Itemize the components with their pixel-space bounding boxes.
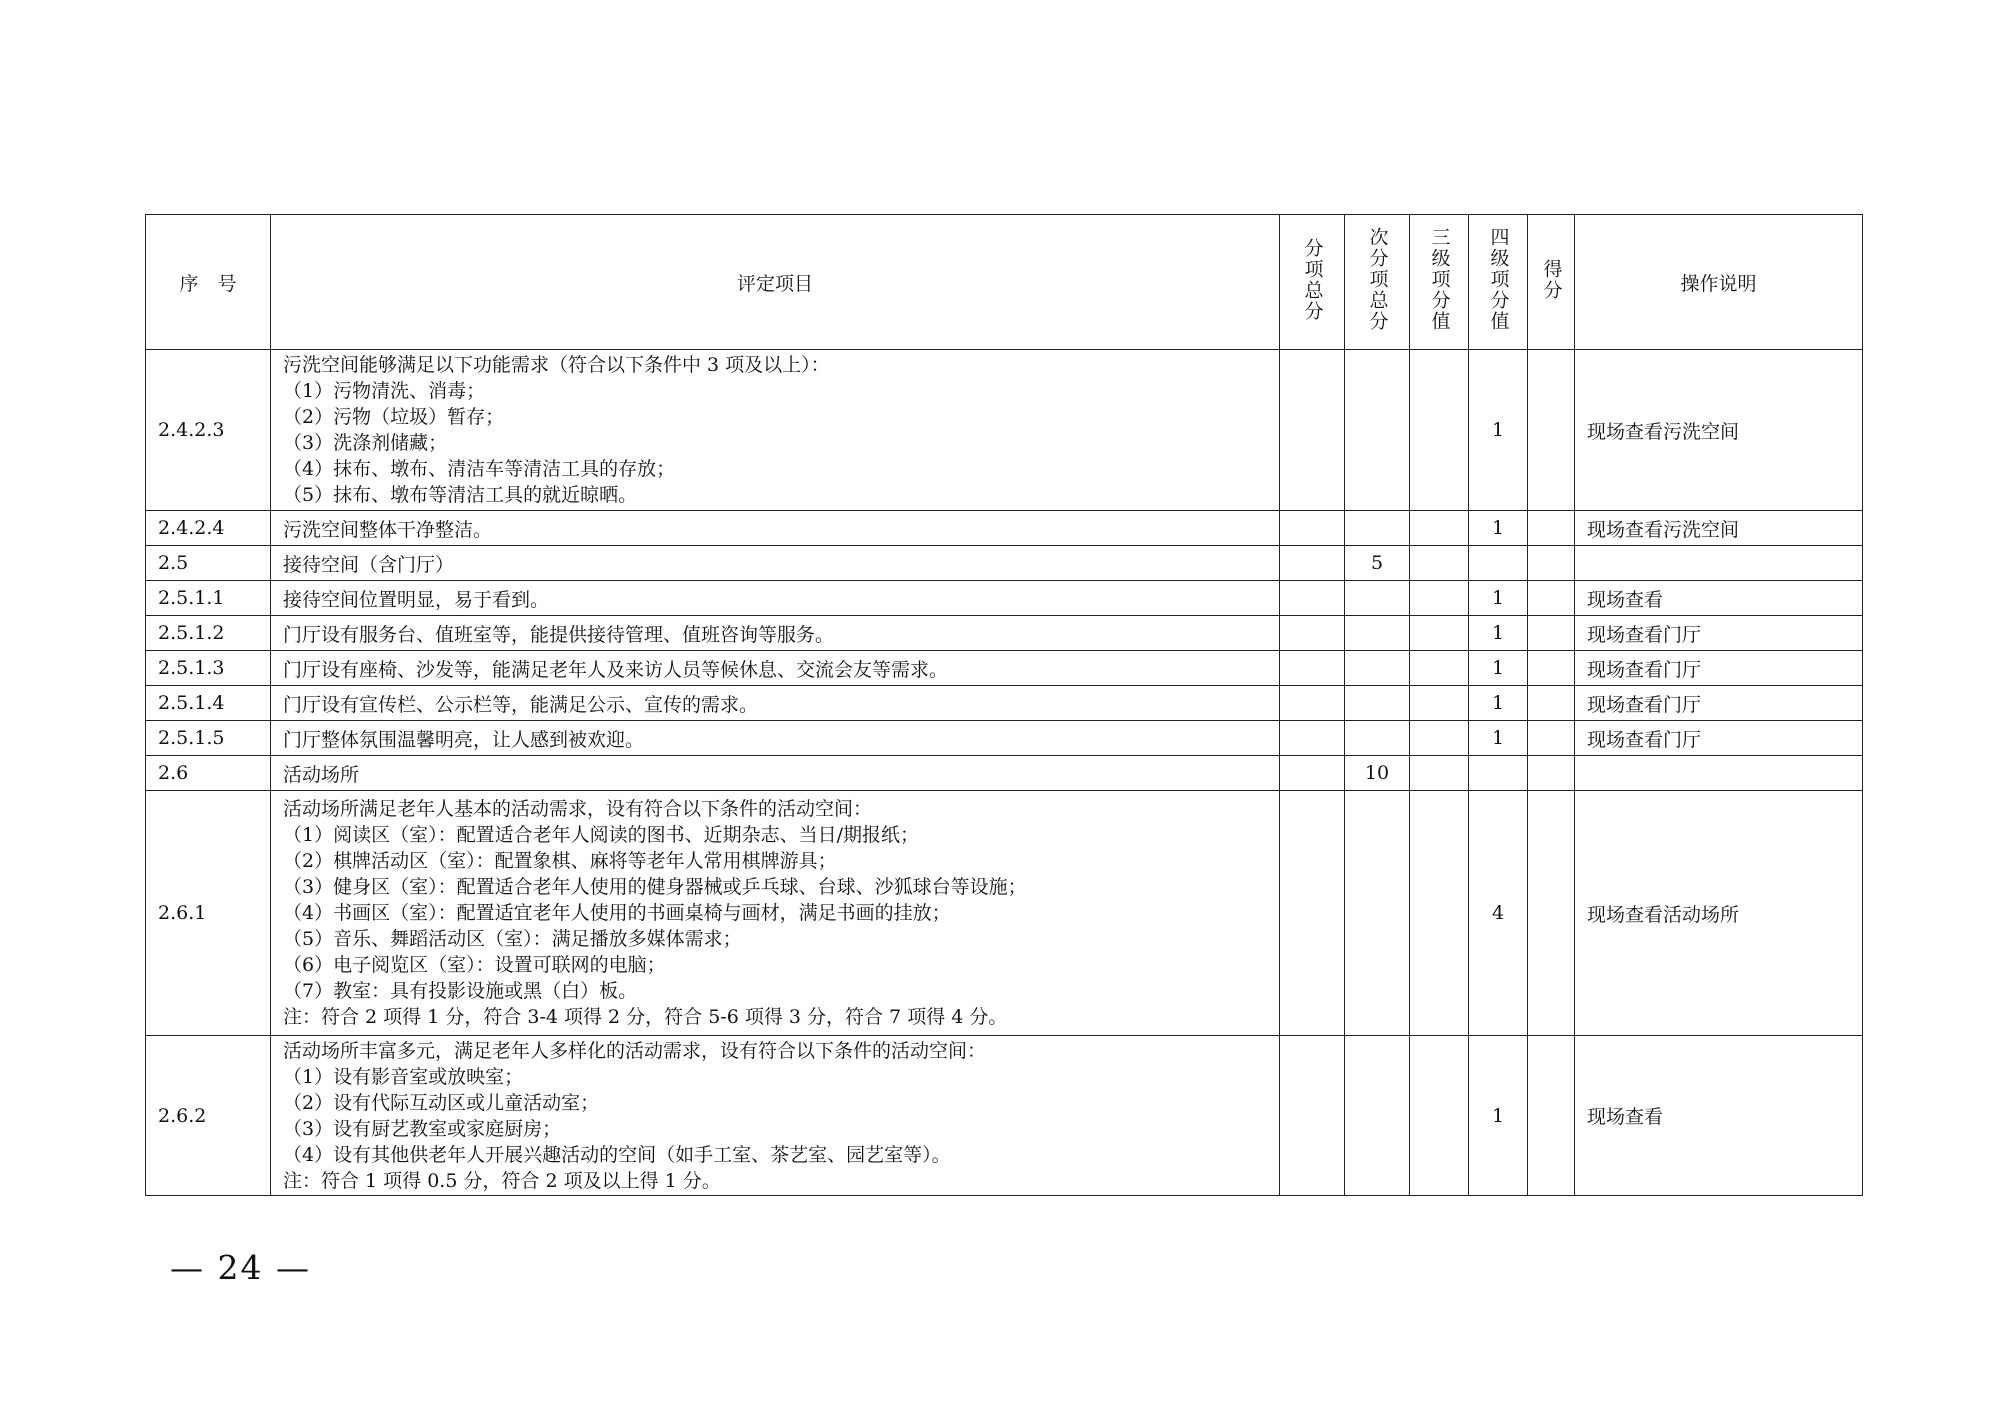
header-ci-fen: 次分项总分 bbox=[1345, 215, 1410, 350]
row-ci-fen bbox=[1345, 581, 1410, 616]
table-row bbox=[146, 511, 1863, 546]
row-op: 现场查看门厅 bbox=[1575, 616, 1863, 651]
row-fen-xiang bbox=[1280, 511, 1345, 546]
header-op: 操作说明 bbox=[1575, 215, 1863, 350]
row-de-fen bbox=[1528, 721, 1575, 756]
header-item: 评定项目 bbox=[271, 215, 1280, 350]
header-de-fen: 得分 bbox=[1528, 215, 1575, 350]
row-item: 门厅整体氛围温馨明亮，让人感到被欢迎。 bbox=[271, 721, 1280, 756]
row-code: 2.5.1.4 bbox=[146, 686, 271, 721]
row-code: 2.5.1.1 bbox=[146, 581, 271, 616]
row-si-ji: 1 bbox=[1469, 651, 1528, 686]
row-op: 现场查看门厅 bbox=[1575, 686, 1863, 721]
row-san-ji bbox=[1410, 350, 1469, 511]
row-code: 2.6.2 bbox=[146, 1036, 271, 1196]
page-number: — 24 — bbox=[170, 1248, 311, 1287]
row-si-ji: 1 bbox=[1469, 686, 1528, 721]
row-op: 现场查看 bbox=[1575, 581, 1863, 616]
section-row bbox=[146, 546, 1863, 581]
row-op bbox=[1575, 546, 1863, 581]
header-san-ji: 三级项分值 bbox=[1410, 215, 1469, 350]
row-ci-fen: 5 bbox=[1345, 546, 1410, 581]
row-ci-fen: 10 bbox=[1345, 756, 1410, 791]
table-row bbox=[146, 1036, 1863, 1196]
row-code: 2.6.1 bbox=[146, 791, 271, 1036]
row-code: 2.5.1.3 bbox=[146, 651, 271, 686]
row-item: 门厅设有宣传栏、公示栏等，能满足公示、宣传的需求。 bbox=[271, 686, 1280, 721]
row-si-ji: 1 bbox=[1469, 350, 1528, 511]
row-san-ji bbox=[1410, 581, 1469, 616]
table-row bbox=[146, 651, 1863, 686]
row-san-ji bbox=[1410, 616, 1469, 651]
header-si-ji: 四级项分值 bbox=[1469, 215, 1528, 350]
row-op: 现场查看活动场所 bbox=[1575, 791, 1863, 1036]
row-fen-xiang bbox=[1280, 651, 1345, 686]
row-de-fen bbox=[1528, 1036, 1575, 1196]
row-fen-xiang bbox=[1280, 616, 1345, 651]
row-de-fen bbox=[1528, 581, 1575, 616]
row-de-fen bbox=[1528, 686, 1575, 721]
row-item: 污洗空间整体干净整洁。 bbox=[271, 511, 1280, 546]
section-row bbox=[146, 756, 1863, 791]
row-si-ji: 1 bbox=[1469, 616, 1528, 651]
table-row bbox=[146, 581, 1863, 616]
row-ci-fen bbox=[1345, 350, 1410, 511]
row-op: 现场查看门厅 bbox=[1575, 721, 1863, 756]
header-row bbox=[146, 215, 1863, 350]
row-item: 接待空间位置明显，易于看到。 bbox=[271, 581, 1280, 616]
row-op: 现场查看 bbox=[1575, 1036, 1863, 1196]
row-san-ji bbox=[1410, 651, 1469, 686]
row-item: 门厅设有服务台、值班室等，能提供接待管理、值班咨询等服务。 bbox=[271, 616, 1280, 651]
row-fen-xiang bbox=[1280, 721, 1345, 756]
row-op: 现场查看污洗空间 bbox=[1575, 350, 1863, 511]
header-fen-xiang: 分项总分 bbox=[1280, 215, 1345, 350]
row-item: 活动场所 bbox=[271, 756, 1280, 791]
row-fen-xiang bbox=[1280, 350, 1345, 511]
row-si-ji: 1 bbox=[1469, 721, 1528, 756]
row-item: 污洗空间能够满足以下功能需求（符合以下条件中 3 项及以上）： （1）污物清洗、消毒； （2）污物（垃圾）暂存； （3）洗涤剂储藏； （4）抹布、墩布、清洁车等清洁工具的存放； （5）抹布、墩布等清洁工具的就近晾晒。 bbox=[271, 350, 1280, 511]
row-de-fen bbox=[1528, 546, 1575, 581]
row-fen-xiang bbox=[1280, 791, 1345, 1036]
evaluation-table bbox=[145, 214, 1863, 1196]
row-code: 2.5.1.2 bbox=[146, 616, 271, 651]
row-si-ji bbox=[1469, 756, 1528, 791]
table-row bbox=[146, 721, 1863, 756]
table-row bbox=[146, 791, 1863, 1036]
row-de-fen bbox=[1528, 651, 1575, 686]
row-san-ji bbox=[1410, 511, 1469, 546]
row-ci-fen bbox=[1345, 1036, 1410, 1196]
table-row bbox=[146, 616, 1863, 651]
row-san-ji bbox=[1410, 686, 1469, 721]
row-code: 2.5.1.5 bbox=[146, 721, 271, 756]
row-si-ji: 4 bbox=[1469, 791, 1528, 1036]
row-op: 现场查看门厅 bbox=[1575, 651, 1863, 686]
row-si-ji: 1 bbox=[1469, 1036, 1528, 1196]
row-item: 活动场所满足老年人基本的活动需求，设有符合以下条件的活动空间： （1）阅读区（室）：配置适合老年人阅读的图书、近期杂志、当日/期报纸； （2）棋牌活动区（室）：配置象棋、麻将等老年人常用棋牌游具； （3）健身区（室）：配置适合老年人使用的健身器械或乒乓球、台球、沙狐球台等设施； （4）书画区（室）：配置适宜老年人使用的书画桌椅与画材，满足书画的挂放； （5）音乐、舞蹈活动区（室）：满足播放多媒体需求； （6）电子阅览区（室）：设置可联网的电脑； （7）教室：具有投影设施或黑（白）板。 注：符合 2 项得 1 分，符合 3-4 项得 2 分，符合 5-6 项得 3 分，符合 7 项得 4 分。 bbox=[271, 791, 1280, 1036]
row-fen-xiang bbox=[1280, 756, 1345, 791]
table-row bbox=[146, 686, 1863, 721]
row-fen-xiang bbox=[1280, 546, 1345, 581]
row-de-fen bbox=[1528, 756, 1575, 791]
row-fen-xiang bbox=[1280, 686, 1345, 721]
row-san-ji bbox=[1410, 791, 1469, 1036]
row-san-ji bbox=[1410, 721, 1469, 756]
row-san-ji bbox=[1410, 756, 1469, 791]
row-ci-fen bbox=[1345, 511, 1410, 546]
row-si-ji: 1 bbox=[1469, 581, 1528, 616]
row-ci-fen bbox=[1345, 616, 1410, 651]
row-item: 门厅设有座椅、沙发等，能满足老年人及来访人员等候休息、交流会友等需求。 bbox=[271, 651, 1280, 686]
row-code: 2.6 bbox=[146, 756, 271, 791]
row-de-fen bbox=[1528, 791, 1575, 1036]
row-ci-fen bbox=[1345, 721, 1410, 756]
header-seq: 序 号 bbox=[146, 215, 271, 350]
row-de-fen bbox=[1528, 616, 1575, 651]
row-ci-fen bbox=[1345, 791, 1410, 1036]
row-de-fen bbox=[1528, 350, 1575, 511]
row-code: 2.4.2.4 bbox=[146, 511, 271, 546]
row-item: 接待空间（含门厅） bbox=[271, 546, 1280, 581]
row-fen-xiang bbox=[1280, 1036, 1345, 1196]
row-op bbox=[1575, 756, 1863, 791]
row-ci-fen bbox=[1345, 651, 1410, 686]
row-ci-fen bbox=[1345, 686, 1410, 721]
row-si-ji: 1 bbox=[1469, 511, 1528, 546]
row-code: 2.4.2.3 bbox=[146, 350, 271, 511]
row-san-ji bbox=[1410, 1036, 1469, 1196]
row-si-ji bbox=[1469, 546, 1528, 581]
row-fen-xiang bbox=[1280, 581, 1345, 616]
row-op: 现场查看污洗空间 bbox=[1575, 511, 1863, 546]
row-item: 活动场所丰富多元，满足老年人多样化的活动需求，设有符合以下条件的活动空间： （1）设有影音室或放映室； （2）设有代际互动区或儿童活动室； （3）设有厨艺教室或家庭厨房； （4）设有其他供老年人开展兴趣活动的空间（如手工室、茶艺室、园艺室等）。 注：符合 1 项得 0.5 分，符合 2 项及以上得 1 分。 bbox=[271, 1036, 1280, 1196]
row-san-ji bbox=[1410, 546, 1469, 581]
row-code: 2.5 bbox=[146, 546, 271, 581]
table-row bbox=[146, 350, 1863, 511]
row-de-fen bbox=[1528, 511, 1575, 546]
